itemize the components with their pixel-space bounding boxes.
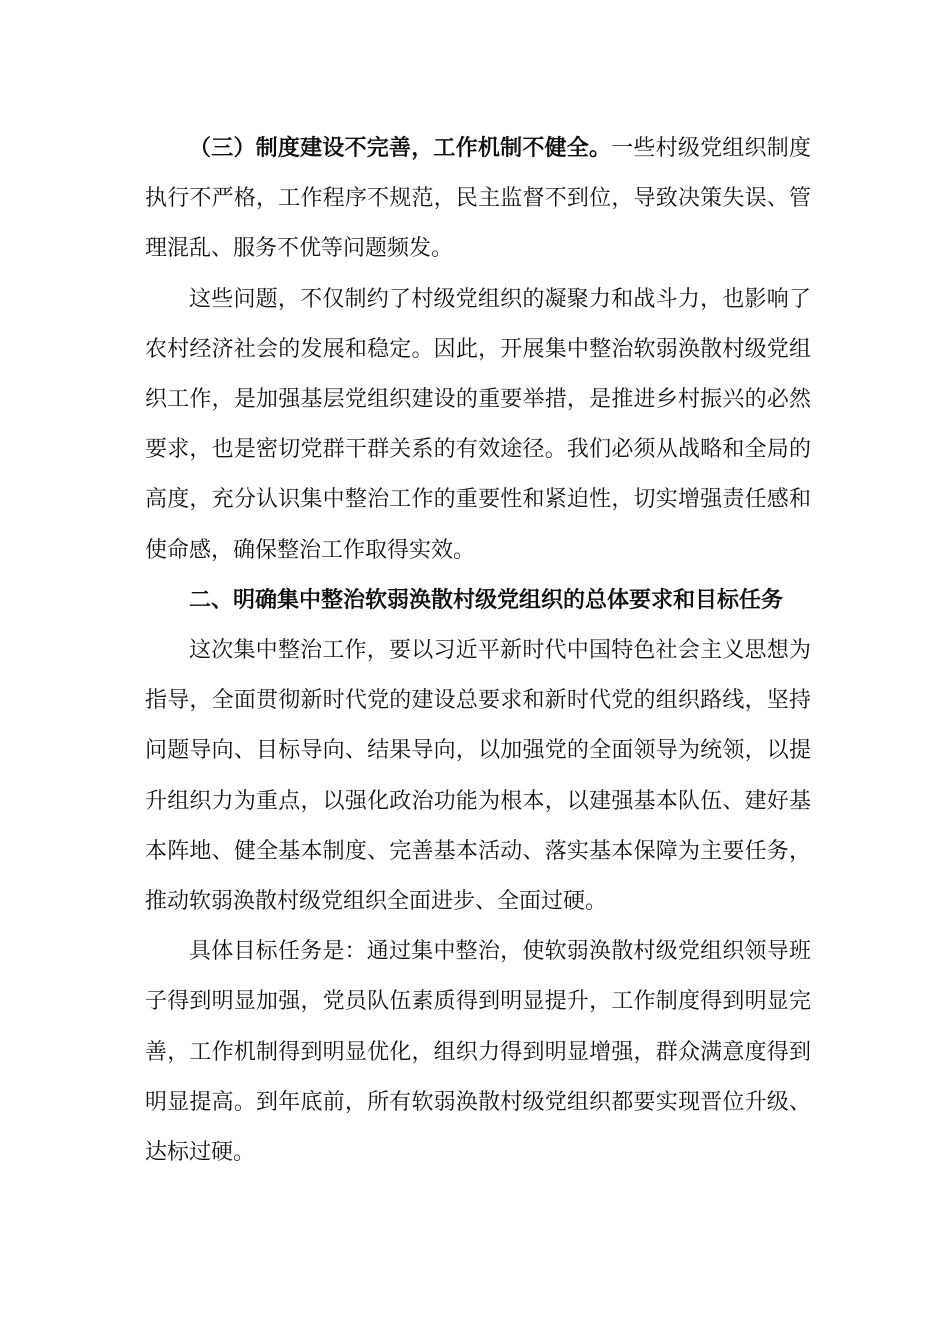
paragraph-body-text: 一些村级党组织制度执行不严格，工作程序不规范，民主监督不到位，导致决策失误、管理混乱、服务不优等问题频发。 [145, 136, 811, 262]
paragraph-target-tasks: 具体目标任务是：通过集中整治，使软弱涣散村级党组织领导班子得到明显加强，党员队伍素质得到明显提升，工作制度得到明显完善，工作机制得到明显优化，组织力得到明显增强，群众满意度得到明显提高。到年底前，所有软弱涣散村级党组织都要实现晋位升级、达标过硬。 [145, 939, 811, 1166]
paragraph-institution-building [145, 124, 811, 275]
paragraph-problem-impact: 这些问题，不仅制约了村级党组织的凝聚力和战斗力，也影响了农村经济社会的发展和稳定。因此，开展集中整治软弱涣散村级党组织工作，是加强基层党组织建设的重要举措，是推进乡村振兴的必然要求，也是密切党群干群关系的有效途径。我们必须从战略和全局的高度，充分认识集中整治工作的重要性和紧迫性，切实增强责任感和使命感，确保整治工作取得实效。 [145, 286, 811, 563]
document-page [145, 124, 811, 1178]
paragraph-general-requirements: 这次集中整治工作，要以习近平新时代中国特色社会主义思想为指导，全面贯彻新时代党的建设总要求和新时代党的组织路线，坚持问题导向、目标导向、结果导向，以加强党的全面领导为统领，以提升组织力为重点，以强化政治功能为根本，以建强基本队伍、建好基本阵地、健全基本制度、完善基本活动、落实基本保障为主要任务，推动软弱涣散村级党组织全面进步、全面过硬。 [145, 638, 811, 915]
section-heading: 二、明确集中整治软弱涣散村级党组织的总体要求和目标任务 [189, 587, 784, 613]
paragraph-lead-heading: （三）制度建设不完善，工作机制不健全。 [189, 136, 612, 161]
